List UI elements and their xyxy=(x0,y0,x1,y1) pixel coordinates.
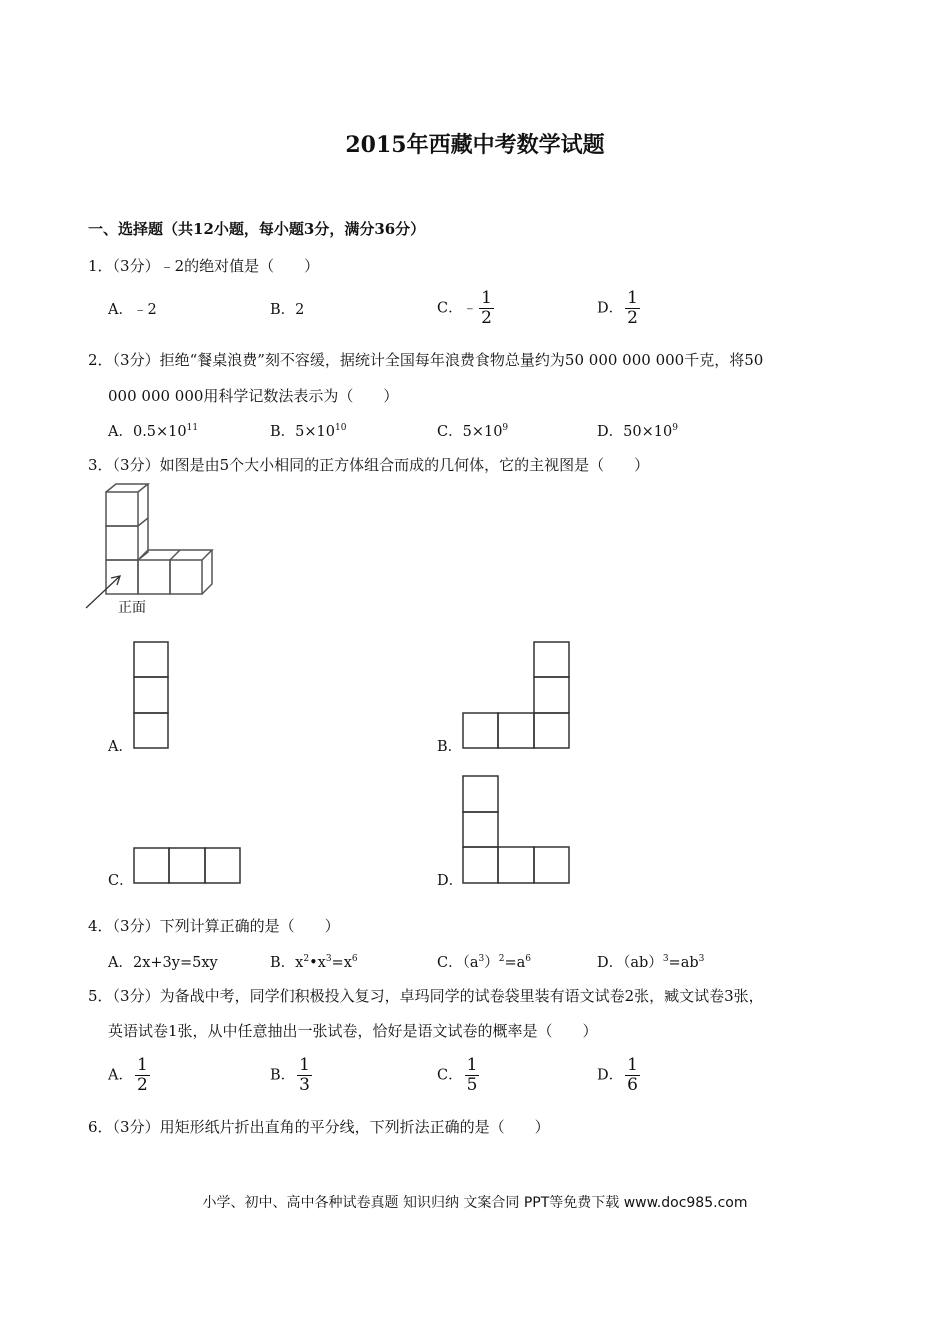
q4-c-exponent: 2 xyxy=(498,954,505,965)
fraction-numerator: 1 xyxy=(627,1055,638,1075)
question-1-stem: 1．（3分）﹣2的绝对值是（ ） xyxy=(88,257,320,275)
square xyxy=(498,847,534,883)
q5-option-d xyxy=(597,1056,640,1095)
page-title: 2015年西藏中考数学试题 xyxy=(345,132,605,158)
q3-option-d: D． xyxy=(437,873,464,889)
q5-option-b-prefix: B． xyxy=(270,1067,296,1084)
q5-option-a-prefix: A． xyxy=(108,1067,133,1084)
q4-b-exponent: 3 xyxy=(325,954,332,965)
q2-option-b-base: B．5×10 xyxy=(270,424,335,440)
fraction-denominator: 2 xyxy=(481,308,492,328)
square xyxy=(134,642,168,677)
fraction-numerator: 1 xyxy=(481,288,492,308)
q3-solid-figure xyxy=(80,480,230,620)
q4-c-part: C．（a xyxy=(437,955,479,971)
q1-option-d-fraction xyxy=(625,289,640,328)
q2-option-a-base: A．0.5×10 xyxy=(108,424,187,440)
square xyxy=(463,812,498,847)
question-2-stem-line1: 2．（3分）拒绝“餐桌浪费”刻不容缓，据统计全国每年浪费食物总量约为50 000 000 000千克，将50 xyxy=(88,351,764,369)
cube-edge xyxy=(170,550,180,560)
q3-option-a: A． xyxy=(108,739,133,755)
q4-d-part: =ab xyxy=(668,955,699,971)
q1-option-c-fraction xyxy=(479,289,494,328)
question-5-stem-line2: 英语试卷1张，从中任意抽出一张试卷，恰好是语文试卷的概率是（ ） xyxy=(108,1022,598,1040)
q5-option-c-fraction xyxy=(465,1056,480,1095)
q4-d-part: D．（ab） xyxy=(597,955,663,971)
square xyxy=(169,848,205,883)
cube-face xyxy=(106,492,138,526)
square xyxy=(134,677,168,713)
q4-c-part: =a xyxy=(504,955,526,971)
q3-option-c-figure xyxy=(133,847,242,885)
q2-option-d-exponent: 9 xyxy=(672,423,678,434)
q5-option-c-prefix: C． xyxy=(437,1067,463,1084)
q5-option-b xyxy=(270,1056,312,1095)
q3-option-b-figure xyxy=(462,641,571,750)
cube-face xyxy=(138,560,170,594)
q4-b-part: B．x xyxy=(270,955,304,971)
q4-option-a: A．2x+3y=5xy xyxy=(108,955,218,971)
square xyxy=(463,776,498,812)
question-3-stem: 3．（3分）如图是由5个大小相同的正方体组合而成的几何体，它的主视图是（ ） xyxy=(88,456,650,474)
question-6-stem: 6．（3分）用矩形纸片折出直角的平分线，下列折法正确的是（ ） xyxy=(88,1118,550,1136)
fraction-denominator: 5 xyxy=(466,1075,478,1095)
q4-b-part: •x xyxy=(309,955,326,971)
q2-option-b-exponent: 10 xyxy=(334,423,347,434)
question-2-stem-line2: 000 000 000用科学记数法表示为（ ） xyxy=(108,387,399,405)
cube-edge xyxy=(138,518,148,526)
q4-c-exponent: 6 xyxy=(525,954,531,965)
fraction-numerator: 1 xyxy=(627,288,638,308)
q4-b-exponent: 6 xyxy=(351,954,358,965)
section-heading: 一、选择题（共12小题，每小题3分，满分36分） xyxy=(88,220,426,238)
square xyxy=(534,713,569,748)
square xyxy=(205,848,240,883)
q1-option-c-prefix: C．﹣ xyxy=(437,300,478,317)
q2-option-d-base: D．50×10 xyxy=(597,424,673,440)
fraction-numerator: 1 xyxy=(299,1055,310,1075)
q1-option-d-prefix: D． xyxy=(597,300,624,317)
cube-side-edge xyxy=(202,550,212,594)
q1-option-a: A．﹣2 xyxy=(108,302,157,318)
q2-option-c xyxy=(437,420,508,441)
q5-option-d-fraction xyxy=(625,1056,640,1095)
cube-top-edge xyxy=(106,484,148,492)
front-view-label: 正面 xyxy=(118,600,146,616)
square xyxy=(463,713,498,748)
fraction-denominator: 2 xyxy=(627,308,638,328)
q5-option-d-prefix: D． xyxy=(597,1067,624,1084)
square xyxy=(534,642,569,677)
q2-option-a xyxy=(108,420,198,441)
square xyxy=(498,713,534,748)
fraction-denominator: 2 xyxy=(136,1075,148,1095)
q4-c-exponent: 3 xyxy=(478,954,485,965)
q1-option-d xyxy=(597,289,640,328)
q5-option-a-fraction xyxy=(135,1056,150,1095)
q4-b-part: =x xyxy=(331,955,352,971)
q2-option-a-exponent: 11 xyxy=(186,423,199,434)
question-4-stem: 4．（3分）下列计算正确的是（ ） xyxy=(88,917,340,935)
q3-option-a-figure xyxy=(133,641,170,750)
square xyxy=(134,713,168,748)
q5-option-a xyxy=(108,1056,150,1095)
q2-option-c-base: C．5×10 xyxy=(437,424,503,440)
fraction-denominator: 3 xyxy=(299,1075,310,1095)
cube-face xyxy=(106,560,138,594)
fraction-numerator: 1 xyxy=(466,1055,478,1075)
square xyxy=(463,847,498,883)
q4-b-exponent: 2 xyxy=(303,954,310,965)
q4-option-b xyxy=(270,951,358,972)
q2-option-d xyxy=(597,420,678,441)
square xyxy=(134,848,169,883)
question-5-stem-line1: 5．（3分）为备战中考，同学们积极投入复习，卓玛同学的试卷袋里装有语文试卷2张，臧文试卷3张， xyxy=(88,987,764,1005)
q4-option-d xyxy=(597,951,704,972)
q1-option-b: B．2 xyxy=(270,302,305,318)
q4-option-c xyxy=(437,951,531,972)
fraction-numerator: 1 xyxy=(136,1055,148,1075)
q2-option-c-exponent: 9 xyxy=(502,423,509,434)
q3-option-d-figure xyxy=(462,775,571,885)
q3-option-b: B． xyxy=(437,739,463,755)
q4-d-exponent: 3 xyxy=(662,954,669,965)
square xyxy=(534,847,569,883)
q5-option-b-fraction xyxy=(297,1056,312,1095)
fraction-denominator: 6 xyxy=(627,1075,638,1095)
square xyxy=(534,677,569,713)
q1-option-c xyxy=(437,289,494,328)
q3-option-c: C． xyxy=(108,873,134,889)
q4-d-exponent: 3 xyxy=(698,954,705,965)
cube-face xyxy=(170,560,202,594)
q4-c-part: ） xyxy=(484,955,499,971)
view-arrow-line xyxy=(86,576,120,608)
q2-option-b xyxy=(270,420,346,441)
page-footer: 小学、初中、高中各种试卷真题 知识归纳 文案合同 PPT等免费下载 www.doc985.com xyxy=(202,1195,748,1211)
q5-option-c xyxy=(437,1056,479,1095)
cube-face xyxy=(106,526,138,560)
